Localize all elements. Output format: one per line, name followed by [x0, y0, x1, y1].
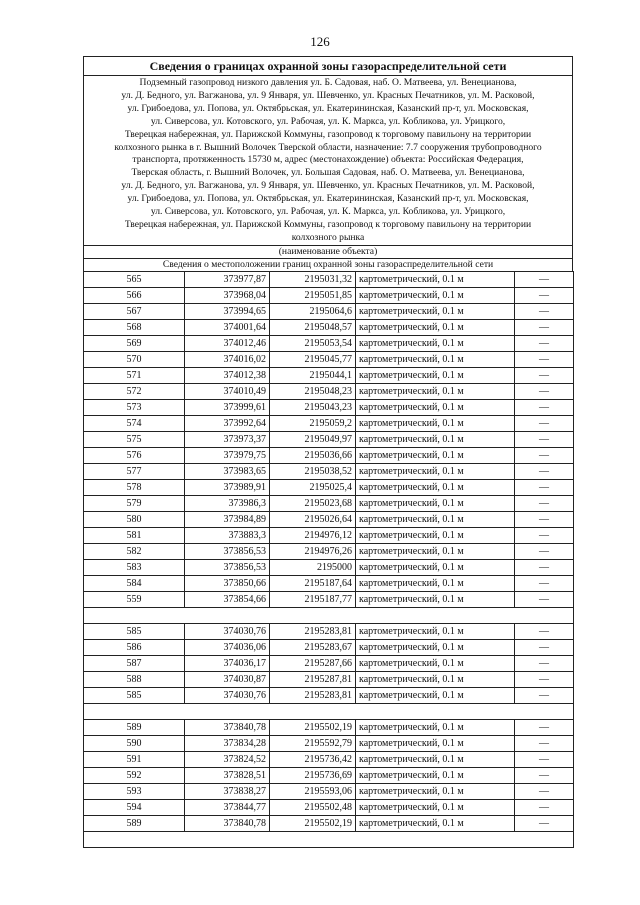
x-coordinate-cell: 373984,89 [185, 511, 270, 527]
method-cell: картометрический, 0.1 м [356, 783, 515, 799]
point-number-cell: 590 [84, 735, 185, 751]
note-cell: — [515, 287, 574, 303]
method-cell: картометрический, 0.1 м [356, 687, 515, 703]
point-number-cell: 589 [84, 815, 185, 831]
table-row [84, 591, 574, 607]
point-number-cell: 580 [84, 511, 185, 527]
y-coordinate-cell: 2195053,54 [270, 335, 356, 351]
y-coordinate-cell: 2195593,06 [270, 783, 356, 799]
point-number-cell: 570 [84, 351, 185, 367]
table-row [84, 671, 574, 687]
x-coordinate-cell: 373989,91 [185, 479, 270, 495]
method-cell: картометрический, 0.1 м [356, 751, 515, 767]
table-row [84, 719, 574, 735]
y-coordinate-cell: 2195502,48 [270, 799, 356, 815]
x-coordinate-cell: 374030,76 [185, 687, 270, 703]
y-coordinate-cell: 2195051,85 [270, 287, 356, 303]
table-row [84, 303, 574, 319]
y-coordinate-cell: 2195736,42 [270, 751, 356, 767]
object-description-line: колхозного рынка в г. Вышний Волочек Тверской области, назначение: 7.7 сооружения трубопроводного [114, 141, 542, 153]
x-coordinate-cell: 373854,66 [185, 591, 270, 607]
point-number-cell: 577 [84, 463, 185, 479]
object-description-line: ул. Д. Бедного, ул. Вагжанова, ул. 9 Января, ул. Шевченко, ул. Красных Печатников, ул. М. Расковой, [121, 89, 535, 101]
point-number-cell: 585 [84, 687, 185, 703]
method-cell: картометрический, 0.1 м [356, 623, 515, 639]
table-row [84, 767, 574, 783]
note-cell: — [515, 335, 574, 351]
point-number-cell: 566 [84, 287, 185, 303]
coordinates-table-body [84, 271, 574, 847]
separator-cell [84, 831, 574, 847]
method-cell: картометрический, 0.1 м [356, 671, 515, 687]
note-cell: — [515, 799, 574, 815]
method-cell: картометрический, 0.1 м [356, 319, 515, 335]
separator-row [84, 831, 574, 847]
note-cell: — [515, 575, 574, 591]
x-coordinate-cell: 374036,06 [185, 639, 270, 655]
point-number-cell: 573 [84, 399, 185, 415]
note-cell: — [515, 687, 574, 703]
x-coordinate-cell: 373992,64 [185, 415, 270, 431]
note-cell: — [515, 639, 574, 655]
y-coordinate-cell: 2195283,81 [270, 623, 356, 639]
document-title: Сведения о границах охранной зоны газораспределительной сети [84, 57, 572, 76]
note-cell: — [515, 495, 574, 511]
x-coordinate-cell: 374030,87 [185, 671, 270, 687]
method-cell: картометрический, 0.1 м [356, 543, 515, 559]
x-coordinate-cell: 373834,28 [185, 735, 270, 751]
x-coordinate-cell: 373979,75 [185, 447, 270, 463]
note-cell: — [515, 591, 574, 607]
object-caption: (наименование объекта) [84, 245, 572, 258]
method-cell: картометрический, 0.1 м [356, 415, 515, 431]
method-cell: картометрический, 0.1 м [356, 591, 515, 607]
x-coordinate-cell: 374010,49 [185, 383, 270, 399]
table-row [84, 447, 574, 463]
note-cell: — [515, 399, 574, 415]
table-row [84, 575, 574, 591]
method-cell: картометрический, 0.1 м [356, 495, 515, 511]
note-cell: — [515, 511, 574, 527]
table-row [84, 431, 574, 447]
note-cell: — [515, 767, 574, 783]
point-number-cell: 571 [84, 367, 185, 383]
y-coordinate-cell: 2195048,23 [270, 383, 356, 399]
x-coordinate-cell: 373824,52 [185, 751, 270, 767]
method-cell: картометрический, 0.1 м [356, 815, 515, 831]
y-coordinate-cell: 2195502,19 [270, 815, 356, 831]
note-cell: — [515, 671, 574, 687]
x-coordinate-cell: 374012,38 [185, 367, 270, 383]
x-coordinate-cell: 374001,64 [185, 319, 270, 335]
note-cell: — [515, 431, 574, 447]
table-row [84, 415, 574, 431]
y-coordinate-cell: 2195736,69 [270, 767, 356, 783]
note-cell: — [515, 479, 574, 495]
x-coordinate-cell: 374030,76 [185, 623, 270, 639]
point-number-cell: 583 [84, 559, 185, 575]
x-coordinate-cell: 373850,66 [185, 575, 270, 591]
point-number-cell: 569 [84, 335, 185, 351]
point-number-cell: 568 [84, 319, 185, 335]
x-coordinate-cell: 373973,37 [185, 431, 270, 447]
x-coordinate-cell: 373828,51 [185, 767, 270, 783]
table-row [84, 463, 574, 479]
method-cell: картометрический, 0.1 м [356, 303, 515, 319]
y-coordinate-cell: 2195283,81 [270, 687, 356, 703]
table-row [84, 511, 574, 527]
y-coordinate-cell: 2195592,79 [270, 735, 356, 751]
point-number-cell: 592 [84, 767, 185, 783]
method-cell: картометрический, 0.1 м [356, 383, 515, 399]
method-cell: картометрический, 0.1 м [356, 271, 515, 287]
x-coordinate-cell: 373840,78 [185, 719, 270, 735]
table-row [84, 639, 574, 655]
point-number-cell: 589 [84, 719, 185, 735]
object-description-line: ул. Грибоедова, ул. Попова, ул. Октябрьская, ул. Екатерининская, Казанский пр-т, ул. Московская, [127, 193, 529, 205]
note-cell: — [515, 735, 574, 751]
table-row [84, 543, 574, 559]
table-row [84, 287, 574, 303]
note-cell: — [515, 751, 574, 767]
table-row [84, 815, 574, 831]
x-coordinate-cell: 373838,27 [185, 783, 270, 799]
table-header [83, 56, 573, 271]
y-coordinate-cell: 2195045,77 [270, 351, 356, 367]
table-row [84, 751, 574, 767]
y-coordinate-cell: 2195044,1 [270, 367, 356, 383]
note-cell: — [515, 527, 574, 543]
x-coordinate-cell: 373994,65 [185, 303, 270, 319]
object-description-line: ул. Д. Бедного, ул. Вагжанова, ул. 9 Января, ул. Шевченко, ул. Красных Печатников, ул. М. Расковой, [121, 180, 535, 192]
method-cell: картометрический, 0.1 м [356, 639, 515, 655]
method-cell: картометрический, 0.1 м [356, 479, 515, 495]
method-cell: картометрический, 0.1 м [356, 367, 515, 383]
table-row [84, 687, 574, 703]
y-coordinate-cell: 2195187,77 [270, 591, 356, 607]
note-cell: — [515, 271, 574, 287]
y-coordinate-cell: 2195026,64 [270, 511, 356, 527]
method-cell: картометрический, 0.1 м [356, 527, 515, 543]
note-cell: — [515, 367, 574, 383]
method-cell: картометрический, 0.1 м [356, 767, 515, 783]
method-cell: картометрический, 0.1 м [356, 287, 515, 303]
point-number-cell: 579 [84, 495, 185, 511]
note-cell: — [515, 655, 574, 671]
y-coordinate-cell: 2195000 [270, 559, 356, 575]
section-caption: Сведения о местоположении границ охранной зоны газораспределительной сети [84, 258, 572, 271]
point-number-cell: 567 [84, 303, 185, 319]
x-coordinate-cell: 373986,3 [185, 495, 270, 511]
y-coordinate-cell: 2195064,6 [270, 303, 356, 319]
note-cell: — [515, 351, 574, 367]
separator-cell [84, 607, 574, 623]
y-coordinate-cell: 2195048,57 [270, 319, 356, 335]
table-row [84, 495, 574, 511]
y-coordinate-cell: 2195287,81 [270, 671, 356, 687]
note-cell: — [515, 383, 574, 399]
method-cell: картометрический, 0.1 м [356, 335, 515, 351]
table-row [84, 319, 574, 335]
point-number-cell: 594 [84, 799, 185, 815]
x-coordinate-cell: 373968,04 [185, 287, 270, 303]
method-cell: картометрический, 0.1 м [356, 351, 515, 367]
point-number-cell: 575 [84, 431, 185, 447]
table-row [84, 479, 574, 495]
object-description-line: Тверецкая набережная, ул. Парижской Коммуны, газопровод к торговому павильону на территории [124, 128, 532, 140]
x-coordinate-cell: 374016,02 [185, 351, 270, 367]
y-coordinate-cell: 2195287,66 [270, 655, 356, 671]
x-coordinate-cell: 373977,87 [185, 271, 270, 287]
y-coordinate-cell: 2195031,32 [270, 271, 356, 287]
point-number-cell: 576 [84, 447, 185, 463]
method-cell: картометрический, 0.1 м [356, 559, 515, 575]
x-coordinate-cell: 373840,78 [185, 815, 270, 831]
method-cell: картометрический, 0.1 м [356, 719, 515, 735]
object-description-line: Тверецкая набережная, ул. Парижской Коммуны, газопровод к торговому павильону на территории [124, 218, 532, 230]
point-number-cell: 559 [84, 591, 185, 607]
note-cell: — [515, 447, 574, 463]
object-description-line: ул. Сиверсова, ул. Котовского, ул. Рабочая, ул. К. Маркса, ул. Кобликова, ул. Урицкого, [150, 206, 506, 218]
object-description-line: колхозного рынка [291, 231, 365, 243]
point-number-cell: 588 [84, 671, 185, 687]
point-number-cell: 593 [84, 783, 185, 799]
boundary-sheet [83, 56, 573, 848]
note-cell: — [515, 463, 574, 479]
table-row [84, 383, 574, 399]
y-coordinate-cell: 2194976,12 [270, 527, 356, 543]
y-coordinate-cell: 2195036,66 [270, 447, 356, 463]
x-coordinate-cell: 373883,3 [185, 527, 270, 543]
object-description-line: транспорта, протяженность 15730 м, адрес (местонахождение) объекта: Российская Федерация, [132, 154, 524, 166]
table-row [84, 367, 574, 383]
x-coordinate-cell: 374012,46 [185, 335, 270, 351]
point-number-cell: 585 [84, 623, 185, 639]
note-cell: — [515, 415, 574, 431]
y-coordinate-cell: 2195043,23 [270, 399, 356, 415]
note-cell: — [515, 319, 574, 335]
table-row [84, 351, 574, 367]
note-cell: — [515, 623, 574, 639]
coordinates-table [83, 271, 574, 848]
object-description-line: Тверская область, г. Вышний Волочек, ул. Большая Садовая, наб. О. Матвеева, ул. Венецианова, [131, 167, 525, 179]
x-coordinate-cell: 373999,61 [185, 399, 270, 415]
y-coordinate-cell: 2195049,97 [270, 431, 356, 447]
method-cell: картометрический, 0.1 м [356, 735, 515, 751]
object-description-line: Подземный газопровод низкого давления ул. Б. Садовая, наб. О. Матвеева, ул. Венецианова, [139, 77, 517, 88]
method-cell: картометрический, 0.1 м [356, 799, 515, 815]
object-description-line: ул. Сиверсова, ул. Котовского, ул. Рабочая, ул. К. Маркса, ул. Кобликова, ул. Урицкого, [150, 115, 506, 127]
y-coordinate-cell: 2195283,67 [270, 639, 356, 655]
point-number-cell: 587 [84, 655, 185, 671]
point-number-cell: 578 [84, 479, 185, 495]
y-coordinate-cell: 2195187,64 [270, 575, 356, 591]
method-cell: картометрический, 0.1 м [356, 399, 515, 415]
note-cell: — [515, 559, 574, 575]
x-coordinate-cell: 373856,53 [185, 543, 270, 559]
y-coordinate-cell: 2194976,26 [270, 543, 356, 559]
note-cell: — [515, 815, 574, 831]
table-row [84, 559, 574, 575]
table-row [84, 527, 574, 543]
y-coordinate-cell: 2195023,68 [270, 495, 356, 511]
method-cell: картометрический, 0.1 м [356, 463, 515, 479]
table-row [84, 335, 574, 351]
object-description-line: ул. Грибоедова, ул. Попова, ул. Октябрьская, ул. Екатерининская, Казанский пр-т, ул. Московская, [127, 102, 529, 114]
table-row [84, 783, 574, 799]
separator-row [84, 607, 574, 623]
x-coordinate-cell: 373844,77 [185, 799, 270, 815]
table-row [84, 655, 574, 671]
method-cell: картометрический, 0.1 м [356, 655, 515, 671]
table-row [84, 271, 574, 287]
table-row [84, 735, 574, 751]
x-coordinate-cell: 373983,65 [185, 463, 270, 479]
method-cell: картометрический, 0.1 м [356, 447, 515, 463]
point-number-cell: 582 [84, 543, 185, 559]
point-number-cell: 581 [84, 527, 185, 543]
point-number-cell: 591 [84, 751, 185, 767]
x-coordinate-cell: 374036,17 [185, 655, 270, 671]
point-number-cell: 572 [84, 383, 185, 399]
y-coordinate-cell: 2195025,4 [270, 479, 356, 495]
note-cell: — [515, 303, 574, 319]
table-row [84, 799, 574, 815]
method-cell: картометрический, 0.1 м [356, 575, 515, 591]
method-cell: картометрический, 0.1 м [356, 431, 515, 447]
note-cell: — [515, 719, 574, 735]
table-row [84, 623, 574, 639]
page-number: 126 [310, 34, 330, 49]
object-description [84, 76, 572, 245]
separator-cell [84, 703, 574, 719]
y-coordinate-cell: 2195502,19 [270, 719, 356, 735]
method-cell: картометрический, 0.1 м [356, 511, 515, 527]
table-row [84, 399, 574, 415]
point-number-cell: 586 [84, 639, 185, 655]
point-number-cell: 565 [84, 271, 185, 287]
y-coordinate-cell: 2195059,2 [270, 415, 356, 431]
note-cell: — [515, 543, 574, 559]
point-number-cell: 574 [84, 415, 185, 431]
note-cell: — [515, 783, 574, 799]
separator-row [84, 703, 574, 719]
point-number-cell: 584 [84, 575, 185, 591]
x-coordinate-cell: 373856,53 [185, 559, 270, 575]
y-coordinate-cell: 2195038,52 [270, 463, 356, 479]
